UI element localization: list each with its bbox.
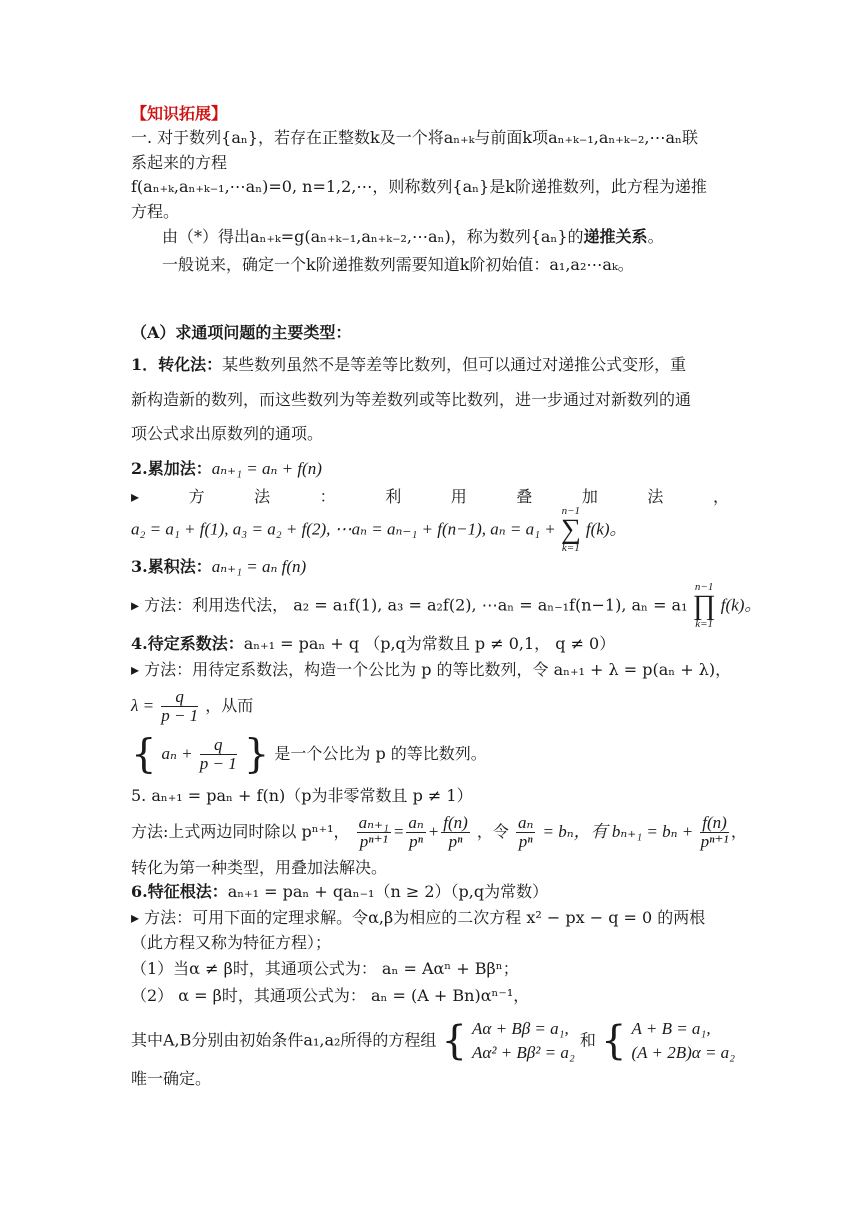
sum-tail: f(k)。 [585, 519, 627, 539]
pi-symbol: ∏ [692, 590, 716, 621]
method-2-formula: aₙ₊₁ = aₙ + f(n) [211, 459, 322, 478]
set-expression: aₙ + [161, 744, 193, 763]
left-brace: { [600, 1018, 627, 1064]
method-1-text: 某些数列虽然不是等差等比数列，但可以通过对递推公式变形，重 [222, 355, 687, 374]
method-4-formula: aₙ₊₁ = paₙ + q （p,q为常数且 p ≠ 0,1， q ≠ 0） [243, 634, 616, 653]
sum-bottom: k=1 [561, 542, 580, 554]
summation-formula: a₂ = a₁ + f(1), a₃ = a₂ + f(2), ⋯aₙ = aₙ₋₁ + f(n−1), aₙ = a₁ + [131, 519, 556, 539]
fraction-denominator: pⁿ [518, 832, 533, 851]
fraction-denominator: pⁿ [448, 832, 463, 851]
intro-line-1: 一. 对于数列{aₙ}，若存在正整数k及一个将aₙ₊ₖ与前面k项aₙ₊ₖ₋₁,aₙ₊ₖ₋₂,⋯aₙ联 [131, 128, 698, 147]
spread-char: ： [319, 487, 336, 506]
method-6-text: 其中A,B分别由初始条件a₁,a₂所得的方程组 [131, 1030, 437, 1050]
spread-char: 利 [385, 487, 402, 506]
intro-line-5 [162, 226, 664, 248]
spread-char: 法 [254, 487, 271, 506]
method-6-line-1: ▸ 方法：可用下面的定理求解。令α,β为相应的二次方程 x² − px − q = 0 的两根 [131, 908, 706, 927]
method-1-line-1 [131, 354, 686, 376]
fraction-numerator: aₙ₊₁ [358, 813, 389, 832]
intro-line-5-end: 。 [647, 227, 664, 246]
method-6-line-6: 唯一确定。 [131, 1069, 212, 1088]
method-5-line-2 [131, 814, 747, 851]
method-3-formula: aₙ₊₁ = aₙ f(n) [211, 557, 307, 576]
fraction-numerator: q [200, 736, 237, 755]
intro-line-5-text: 由（*）得出aₙ₊ₖ=g(aₙ₊ₖ₋₁,aₙ₊ₖ₋₂,⋯aₙ)，称为数列{aₙ}的 [162, 227, 584, 246]
method-3-formula-line [131, 582, 761, 630]
fraction-denominator: pⁿ⁺¹ [700, 832, 729, 851]
lambda-tail: ，从而 [205, 696, 254, 715]
method-5-text-b: ，令 [476, 822, 509, 841]
system-1-row-2: Aα² + Bβ² = a₂ [472, 1043, 575, 1062]
method-3-name: 3.累积法： [131, 557, 212, 576]
method-2-method-line [131, 486, 729, 508]
plus-sign: + [427, 822, 440, 841]
intro-line-2: 系起来的方程 [131, 153, 228, 172]
spread-char: 方 [188, 487, 205, 506]
system-2-row-1: A + B = a₁, [631, 1019, 711, 1038]
set-fraction [200, 736, 237, 773]
method-6-formula: aₙ₊₁ = paₙ + qaₙ₋₁（n ≥ 2）（p,q为常数） [227, 882, 549, 901]
intro-line-4: 方程。 [131, 202, 180, 221]
prod-bottom: k=1 [695, 618, 714, 630]
fraction-2 [406, 814, 425, 851]
method-6-line-2: （此方程又称为特征方程）； [131, 933, 332, 952]
system-1-row-1: Aα + Bβ = a₁, [472, 1019, 569, 1038]
method-2-name: 2.累加法： [131, 459, 212, 478]
set-tail: 是一个公比为 p 的等比数列。 [274, 744, 487, 763]
method-1-line-3: 项公式求出原数列的通项。 [131, 424, 324, 443]
fraction-3 [441, 814, 470, 851]
method-6-name: 6.特征根法： [131, 882, 228, 901]
system-2-row-2: (A + 2B)α = a₂ [631, 1043, 736, 1062]
sum-top: n−1 [561, 505, 581, 517]
spread-char: 叠 [516, 487, 533, 506]
spread-char: ， [712, 487, 729, 506]
method-6-line-4: （2） α = β时，其通项公式为： aₙ = (A + Bn)αⁿ⁻¹， [131, 986, 530, 1005]
fraction-numerator: f(n) [702, 813, 727, 832]
method-6-line-3: （1）当α ≠ β时，其通项公式为： aₙ = Aαⁿ + Bβⁿ； [131, 959, 519, 978]
lambda-fraction [161, 688, 198, 725]
part-a-title: （A）求通项问题的主要类型： [131, 323, 352, 342]
equation-system-2 [632, 1017, 736, 1065]
method-2-formula-line [131, 506, 626, 554]
spread-char: 加 [581, 487, 598, 506]
method-5-text-c: = bₙ，有 bₙ₊₁ = bₙ + [542, 822, 694, 841]
fraction-denominator: p − 1 [161, 706, 199, 725]
comma: ， [730, 822, 747, 841]
fraction-1 [357, 814, 391, 851]
intro-line-6: 一般说来，确定一个k阶递推数列需要知道k阶初始值：a₁,a₂⋯aₖ。 [162, 255, 634, 274]
method-3-title [131, 556, 306, 578]
recurrence-relation-term: 递推关系 [583, 227, 648, 246]
sigma-symbol: ∑ [560, 514, 581, 545]
method-2-title [131, 458, 322, 480]
fraction-denominator: pⁿ [409, 832, 423, 851]
method-5-text-a: 方法:上式两边同时除以 pⁿ⁺¹， [131, 822, 350, 841]
intro-line-3: f(aₙ₊ₖ,aₙ₊ₖ₋₁,⋯aₙ)=0, n=1,2,⋯，则称数列{aₙ}是k阶递推数列，此方程为递推 [131, 177, 707, 196]
equals-sign: = [392, 822, 405, 841]
sum-operator [561, 506, 581, 554]
fraction-numerator: f(n) [443, 813, 468, 832]
method-4-lambda-line [131, 688, 253, 725]
fraction-numerator: aₙ [518, 813, 534, 832]
right-brace: } [243, 731, 270, 778]
method-6-line-5 [131, 1017, 735, 1065]
equation-system-1 [472, 1017, 575, 1065]
prod-top: n−1 [694, 581, 714, 593]
fraction-denominator: p − 1 [199, 754, 237, 773]
method-4-name: 4.待定系数法： [131, 634, 244, 653]
method-1-line-2: 新构造新的数列，而这些数列为等差数列或等比数列，进一步通过对新数列的通 [131, 390, 692, 409]
method-6-title [131, 881, 548, 903]
product-operator [693, 582, 716, 630]
section-title: 【知识拓展】 [131, 104, 228, 123]
lambda-label: λ = [131, 696, 155, 715]
fraction-numerator: q [161, 688, 198, 707]
and-word: 和 [579, 1030, 596, 1050]
fraction-denominator: pⁿ⁺¹ [359, 832, 388, 851]
method-4-set-line [131, 731, 487, 778]
method-5-title: 5. aₙ₊₁ = paₙ + f(n)（p为非零常数且 p ≠ 1） [131, 786, 473, 805]
method-4-title [131, 633, 615, 655]
fraction-5 [700, 814, 729, 851]
left-brace: { [131, 731, 157, 778]
method-4-line-1: ▸ 方法：用待定系数法，构造一个公比为 p 的等比数列，令 aₙ₊₁ + λ = p(aₙ + λ)， [131, 660, 732, 679]
product-formula: ▸ 方法：利用迭代法， a₂ = a₁f(1), a₃ = a₂f(2), ⋯aₙ = aₙ₋₁f(n−1), aₙ = a₁ [131, 595, 688, 615]
left-brace: { [441, 1018, 467, 1064]
fraction-4 [516, 814, 535, 851]
spread-char: ▸ [131, 487, 140, 506]
fraction-numerator: aₙ [408, 813, 424, 832]
spread-char: 用 [450, 487, 467, 506]
method-5-line-3: 转化为第一种类型，用叠加法解决。 [131, 858, 388, 877]
method-1-name: 1．转化法： [131, 355, 223, 374]
spread-char: 法 [647, 487, 664, 506]
product-tail: f(k)。 [720, 595, 762, 615]
